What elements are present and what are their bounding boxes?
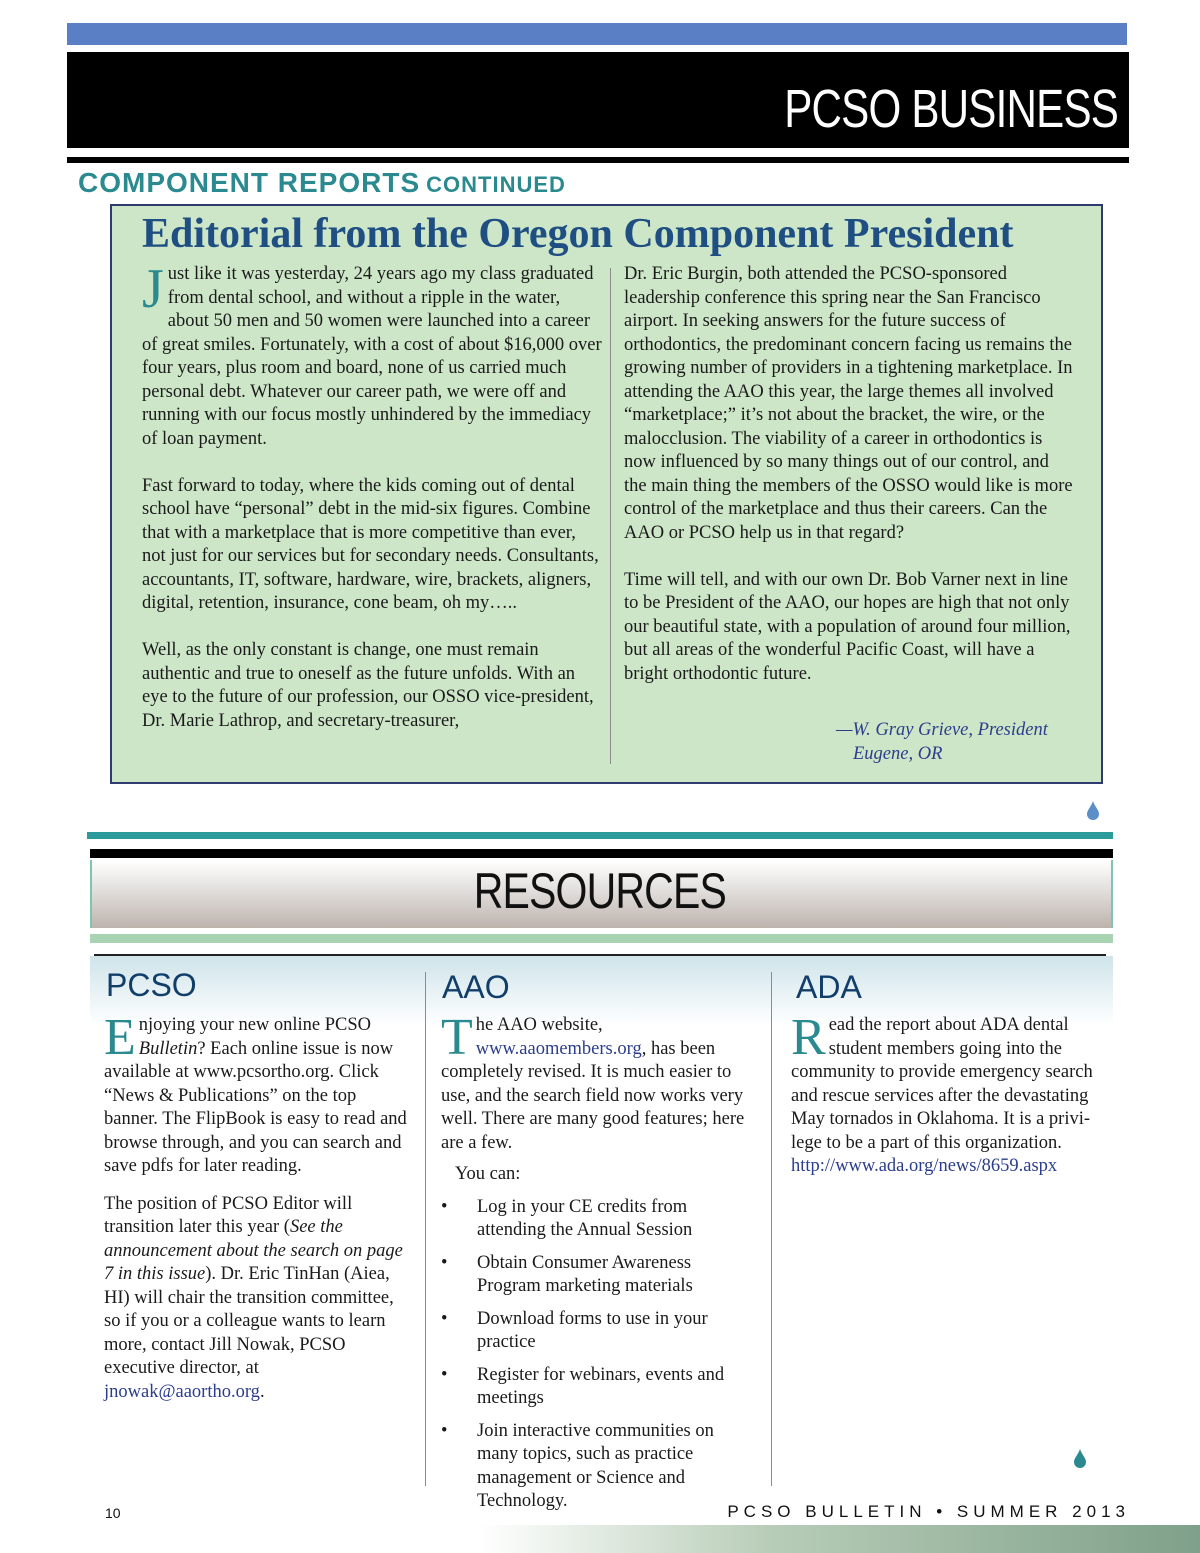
list-item bbox=[441, 1252, 756, 1299]
drop-cap: E bbox=[104, 1009, 136, 1066]
text: he AAO website, bbox=[475, 1015, 603, 1035]
resources-title-text: RESOURCES bbox=[473, 863, 727, 919]
email-link[interactable]: jnowak@aaortho.org bbox=[104, 1381, 260, 1402]
list-item-text: Register for webinars, events and meetings bbox=[477, 1364, 725, 1408]
drop-cap: J bbox=[142, 258, 164, 320]
footer-band bbox=[480, 1525, 1200, 1553]
aao-column bbox=[441, 1009, 756, 1514]
ada-news-link[interactable]: http://www.ada.org/news/8659.aspx bbox=[791, 1156, 1058, 1176]
section-title: PCSO BUSINESS bbox=[784, 79, 1118, 139]
aao-website-link[interactable]: www.aaomembers.org bbox=[475, 1038, 642, 1059]
editorial-paragraph: Fast forward to today, where the kids coming out of dental school have “personal” debt in the mid-six figures. Combine that with a marketplace that is more competitive than ever, not just for our services but for secondary needs. Consultants, accountants, IT, software, hardware, wire, brackets, aligners, digital, retention, insurance, cone beam, oh my….. bbox=[142, 475, 599, 613]
drop-cap: R bbox=[791, 1009, 826, 1066]
aao-paragraph bbox=[441, 1009, 756, 1155]
bullet: • bbox=[441, 1196, 448, 1217]
italic-text: See the announcement about the search on page 7 in this issue bbox=[104, 1217, 403, 1284]
list-item bbox=[441, 1420, 756, 1514]
component-reports-label: COMPONENT REPORTS bbox=[78, 167, 421, 198]
aao-feature-list bbox=[441, 1196, 756, 1514]
column-divider bbox=[771, 972, 772, 1486]
text: , has been completely revised. It is much easier to use, and the search field now works very well. There are many good features; here are a few. bbox=[441, 1038, 745, 1153]
column-divider bbox=[610, 268, 611, 764]
list-item-text: Join interactive communities on many topics, such as practice management or Science and Technology. bbox=[477, 1420, 714, 1511]
italic-text: Bulletin bbox=[138, 1038, 198, 1059]
editorial-left-column bbox=[142, 258, 602, 757]
header-rule bbox=[67, 157, 1129, 163]
text: ? Each online issue is now available at www.pcsortho.org. Click “News & Publications” on the top banner. The FlipBook is easy to read and browse through, and you can search and save pdfs for later reading. bbox=[104, 1038, 407, 1176]
pcso-paragraph bbox=[104, 1193, 409, 1405]
signature-location: Eugene, OR bbox=[853, 743, 943, 764]
text: ead the report about ADA dental student members going into the community to provide emergency search and rescue services after the devastating May tornados in Oklahoma. It is a privi-lege to be a part of this organization. bbox=[791, 1015, 1093, 1153]
component-reports-heading bbox=[78, 167, 566, 199]
resources-title bbox=[0, 862, 1200, 920]
editorial-paragraph: Well, as the only constant is change, one must remain authentic and true to oneself as the future unfolds. With an eye to the future of our profession, our OSSO vice-president, Dr. Marie Lathrop, and secretary-treasurer, bbox=[142, 640, 594, 731]
drop-cap: T bbox=[441, 1009, 473, 1066]
list-item-text: Download forms to use in your practice bbox=[477, 1308, 708, 1352]
bullet: • bbox=[441, 1252, 448, 1273]
water-drop-icon bbox=[1086, 800, 1098, 816]
page-number: 10 bbox=[105, 1505, 121, 1521]
editorial-title: Editorial from the Oregon Component President bbox=[142, 211, 1014, 257]
editorial-right-column bbox=[624, 263, 1074, 710]
resources-teal-rule bbox=[87, 832, 1113, 839]
resources-black-rule bbox=[90, 849, 1113, 858]
list-item bbox=[441, 1308, 756, 1355]
signature-name: —W. Gray Grieve, President bbox=[836, 720, 1048, 740]
ada-column bbox=[791, 1009, 1113, 1179]
signature bbox=[836, 719, 1048, 766]
bulletin-issue-label: PCSO BULLETIN • SUMMER 2013 bbox=[727, 1502, 1130, 1521]
list-item-text: Obtain Consumer Awareness Program marketing materials bbox=[477, 1252, 693, 1296]
aao-heading: AAO bbox=[442, 969, 510, 1005]
water-drop-icon bbox=[1073, 1448, 1085, 1464]
pcso-column bbox=[104, 1009, 409, 1418]
list-item bbox=[441, 1196, 756, 1243]
text: njoying your new online PCSO bbox=[138, 1015, 372, 1035]
text: The position of PCSO Editor will transition later this year ( bbox=[104, 1193, 353, 1237]
column-divider bbox=[425, 972, 426, 1486]
text: ). Dr. Eric TinHan (Aiea, HI) will chair the transition committee, so if you or a colleague wants to learn more, contact Jill Nowak, PCSO executive director, at bbox=[104, 1264, 394, 1378]
text: . bbox=[259, 1381, 265, 1402]
list-item bbox=[441, 1364, 756, 1411]
editorial-paragraph: Time will tell, and with our own Dr. Bob Varner next in line to be President of the AAO, our hopes are high that not only our beautiful state, with a population of around four million, but all areas of the wonderful Pacific Coast, will have a bright orthodontic future. bbox=[624, 569, 1071, 684]
you-can-label: You can: bbox=[455, 1164, 521, 1184]
ada-heading: ADA bbox=[796, 969, 862, 1005]
continued-label: CONTINUED bbox=[426, 172, 566, 197]
editorial-paragraph bbox=[142, 258, 602, 451]
bullet: • bbox=[441, 1420, 448, 1441]
ada-paragraph bbox=[791, 1009, 1113, 1155]
list-item-text: Log in your CE credits from attending the Annual Session bbox=[477, 1196, 693, 1240]
editorial-paragraph: Dr. Eric Burgin, both attended the PCSO-sponsored leadership conference this spring near the San Francisco airport. In seeking answers for the future success of orthodontics, the predominant concern facing us remains the growing number of providers in a tightening marketplace. In attending the AAO this year, the large themes all involved “marketplace;” it’s not about the bracket, the wire, or the malocclusion. The viability of a career in orthodontics is now influenced by so many things out of our control, and the main thing the members of the OSSO would like is more control of the marketplace and thus their careers. Can the AAO or PCSO help us in that regard? bbox=[624, 264, 1073, 543]
bullet: • bbox=[441, 1308, 448, 1329]
bullet: • bbox=[441, 1364, 448, 1385]
pcso-paragraph bbox=[104, 1009, 409, 1179]
resources-green-rule bbox=[90, 934, 1113, 943]
paragraph-text: ust like it was yesterday, 24 years ago my class graduated from dental school, and without a ripple in the water, about 50 men and 50 women were launched into a career of great smiles. Fortunately, with a cost of about $16,000 over four years, plus room and board, none of us carried much personal debt. Whatever our career path, we were off and running with our focus mostly unhindered by the immediacy of loan payment. bbox=[142, 264, 602, 449]
pcso-heading: PCSO bbox=[106, 967, 197, 1003]
header-accent-bar bbox=[67, 23, 1127, 45]
